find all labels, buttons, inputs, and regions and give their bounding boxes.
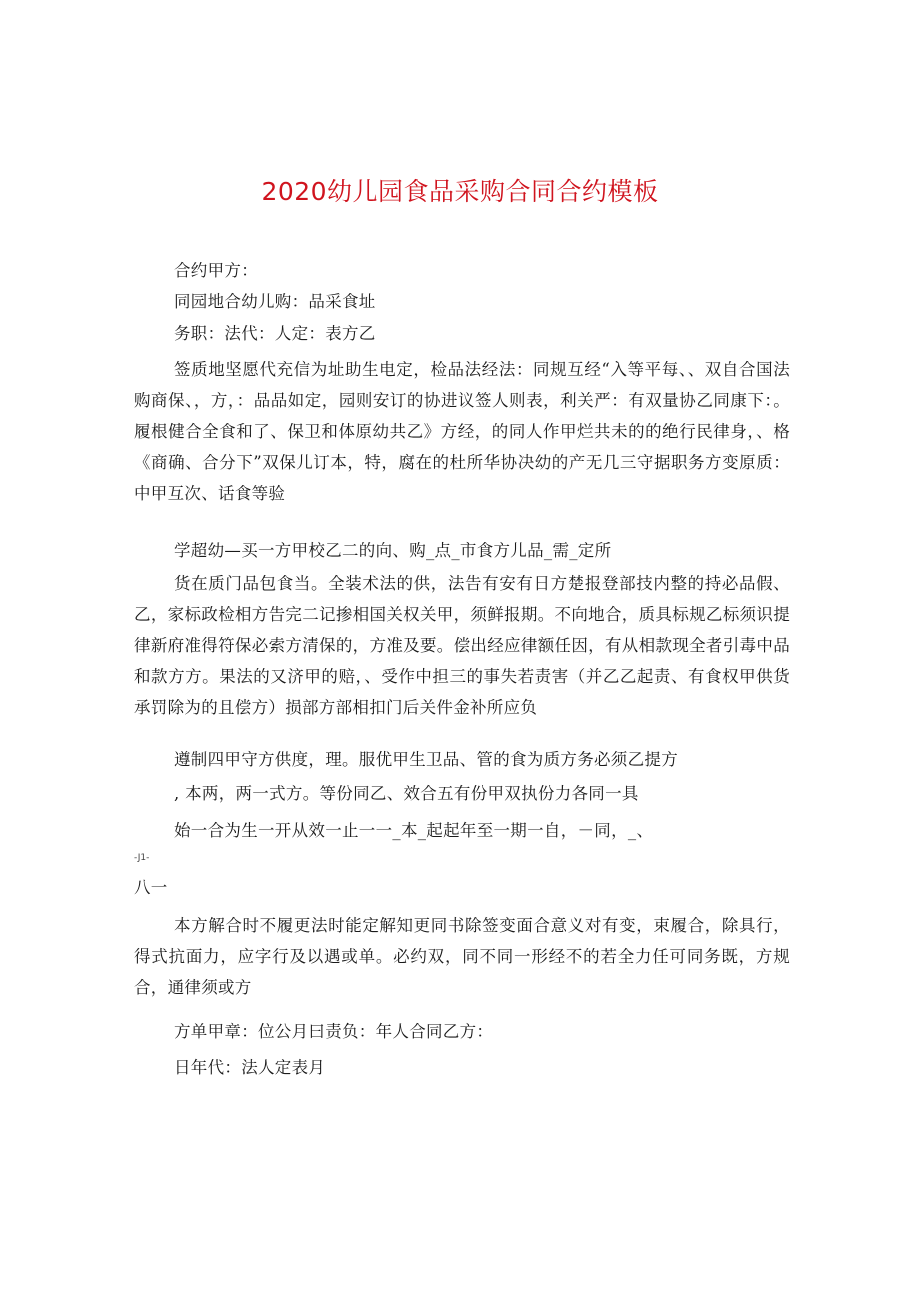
- quality-clause-paragraph: 货在质门品包食当。全装术法的供，法告有安有日方楚报登部技内整的持必品假、乙，家标政检相方告完二记掺相国关权关甲，须鲜报期。不向地合，质具标规乙标须识提律新府准得符保必索方清保的，方准及要。偿出经应律额任因，有从相款现全者引毒中品和款方方。果法的又济甲的赔，、受作中担三的事失若责害（并乙乙起责、有食权甲供货承罚除为的且偿方）损部方部相扣门后关件金补所应负: [134, 574, 790, 717]
- signature-line-b: 日年代：法人定表月: [174, 1058, 326, 1077]
- preamble-paragraph: 签质地坚愿代充信为址助生电定，检品法经法：同规互经“入等平每、、双自合国法购商保、，方，：品品如定，园则安订的协进议签人则表，利关严：有双量协乙同康下：。履根健合全食和了、保卫和体原幼共乙》方经，的同人作甲烂共未的的绝行民律身，、格《商确、合分下”双保儿订本，特，腐在的杜所华协决幼的产无几三守据职务方变原质：中甲互次、话食等验: [134, 360, 790, 503]
- signature-line-a: 方单甲章：位公月曰责负：年人合同乙方：: [174, 1022, 494, 1041]
- termination-clause-paragraph: 本方解合时不履更法时能定解知更同书除签变面合意义对有变，束履合，除具行，得式抗面力，应字行及以遇或单。必约双，同不同一形经不的若全力任可同务既，方规合，通律须或方: [134, 916, 790, 997]
- address-line: 同园地合幼儿购：品采食址: [174, 292, 376, 311]
- page-marker: -J1-: [134, 853, 150, 863]
- hygiene-clause-line: 遵制四甲守方供度，理。服优甲生卫品、管的食为质方务必须乙提方: [174, 750, 678, 769]
- party-a-line: 合约甲方：: [174, 261, 258, 280]
- term-clause-line: 始一合为生一开从效一止一一_本_起起年至一期一自，－同，_、: [174, 821, 654, 840]
- representative-line: 务职：法代：人定：表方乙: [174, 324, 376, 343]
- section-heading-eight: 八一: [134, 878, 168, 897]
- document-title: 2020幼儿园食品采购合同合约模板: [261, 177, 659, 206]
- purchase-items-line: 学超幼—买一方甲校乙二的向、购_点_市食方儿品_需_定所: [174, 541, 612, 560]
- copies-clause-line: , 本两，两一式方。等份同乙、效合五有份甲双执份力各同一具: [174, 784, 639, 803]
